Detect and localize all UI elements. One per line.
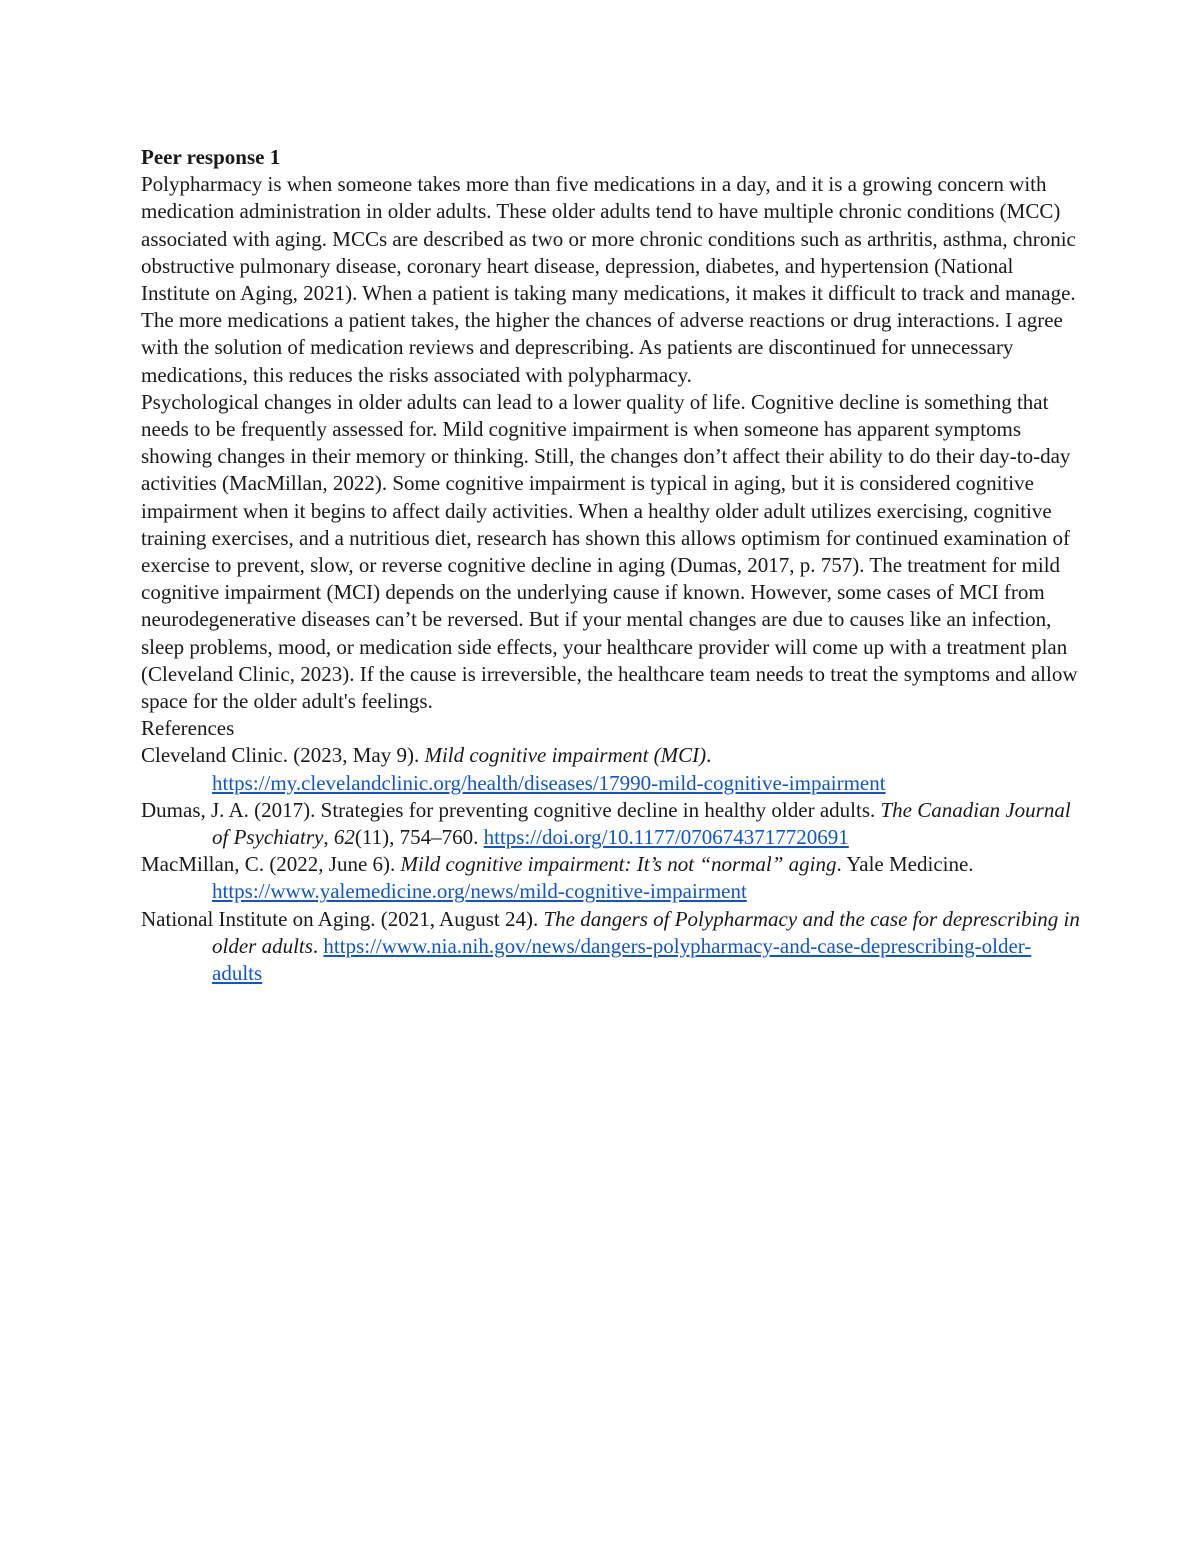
reference-mid: . bbox=[706, 743, 712, 768]
reference-link[interactable]: https://doi.org/10.1177/0706743717720691 bbox=[483, 825, 849, 850]
paragraph-polypharmacy: Polypharmacy is when someone takes more than five medications in a day, and it is a growing concern with medication administration in older adults. These older adults tend to have multiple chronic conditions (MCC) associated with aging. MCCs are described as two or more chronic conditions such as arthritis, asthma, chronic obstructive pulmonary disease, coronary heart disease, depression, diabetes, and hypertension (National Institute on Aging, 2021). When a patient is taking many medications, it makes it difficult to track and manage. The more medications a patient takes, the higher the chances of adverse reactions or drug interactions. I agree with the solution of medication reviews and deprescribing. As patients are discontinued for unnecessary medications, this reduces the risks associated with polypharmacy. bbox=[141, 172, 1076, 387]
page-heading: Peer response 1 bbox=[141, 145, 281, 169]
reference-journal: The Canadian Journal of Psychiatry bbox=[212, 797, 1071, 850]
reference-link[interactable]: https://my.clevelandclinic.org/health/diseases/17990-mild-cognitive-impairment bbox=[212, 770, 886, 795]
reference-volume: 62 bbox=[333, 825, 355, 850]
reference-lead: Cleveland Clinic. (2023, May 9). bbox=[141, 743, 425, 768]
reference-link[interactable]: https://www.yalemedicine.org/news/mild-cognitive-impairment bbox=[212, 879, 747, 904]
reference-dumas bbox=[141, 797, 1081, 851]
paragraph-cognitive-decline: Psychological changes in older adults can lead to a lower quality of life. Cognitive decline is something that needs to be frequently assessed for. Mild cognitive impairment is when someone has apparent symptoms showing changes in their memory or thinking. Still, the changes don’t affect their ability to do their day-to-day activities (MacMillan, 2022). Some cognitive impairment is typical in aging, but it is considered cognitive impairment when it begins to affect daily activities. When a healthy older adult utilizes exercising, cognitive training exercises, and a nutritious diet, research has shown this allows optimism for continued examination of exercise to prevent, slow, or reverse cognitive decline in aging (Dumas, 2017, p. 757). The treatment for mild cognitive impairment (MCI) depends on the underlying cause if known. However, some cases of MCI from neurodegenerative diseases can’t be reversed. But if your mental changes are due to causes like an infection, sleep problems, mood, or medication side effects, your healthcare provider will come up with a treatment plan (Cleveland Clinic, 2023). If the cause is irreversible, the healthcare team needs to treat the symptoms and allow space for the older adult's feelings. bbox=[141, 389, 1078, 714]
reference-cleveland-clinic bbox=[141, 742, 1081, 796]
reference-title: Mild cognitive impairment (MCI) bbox=[424, 743, 707, 768]
reference-lead: Dumas, J. A. (2017). Strategies for preventing cognitive decline in healthy older adults. bbox=[141, 797, 881, 822]
reference-lead: MacMillan, C. (2022, June 6). bbox=[141, 852, 401, 877]
references-heading: References bbox=[141, 716, 235, 741]
reference-macmillan bbox=[141, 851, 1081, 905]
reference-link[interactable]: https://www.nia.nih.gov/news/dangers-polypharmacy-and-case-deprescribing-older-adults bbox=[212, 933, 1032, 986]
document-body bbox=[141, 144, 1081, 987]
reference-separator: , bbox=[323, 825, 334, 850]
reference-title: The dangers of Polypharmacy and the case for deprescribing in older adults bbox=[212, 906, 1080, 958]
reference-nia bbox=[141, 906, 1081, 988]
reference-title: Mild cognitive impairment: It’s not “normal” aging bbox=[400, 852, 837, 877]
reference-tail: (11), 754–760. bbox=[354, 825, 484, 850]
reference-mid: . bbox=[312, 933, 324, 958]
reference-mid: . Yale Medicine. bbox=[836, 852, 974, 877]
reference-lead: National Institute on Aging. (2021, August 24). bbox=[141, 906, 544, 931]
